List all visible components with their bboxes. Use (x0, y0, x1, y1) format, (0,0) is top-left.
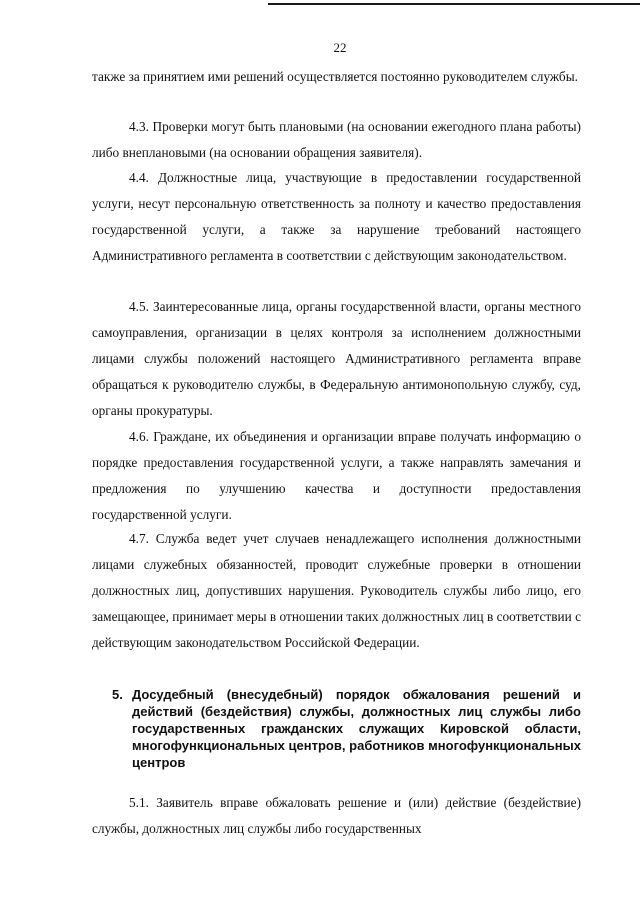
paragraph-4-7 (92, 526, 581, 656)
section-number: 5. (112, 687, 123, 702)
paragraph-text: 4.7. Служба ведет учет случаев ненадлежащего исполнения должностными лицами служебных обязанностей, проводит служебные проверки в отношении должностных лиц, допустивших нарушения. Руководитель службы либо лицо, его замещающее, принимает меры в отношении таких должностных лиц в соответствии с действующим законодательством Российской Федерации. (92, 531, 581, 650)
paragraph-4-6 (92, 424, 581, 528)
top-border-line (268, 3, 640, 5)
section-5-heading (112, 686, 581, 771)
paragraph-text: 4.4. Должностные лица, участвующие в предоставлении государственной услуги, несут персональную ответственность за полноту и качество предоставления государственной услуги, а также за нарушение требований настоящего Административного регламента в соответствии с действующим законодательством. (92, 170, 581, 263)
paragraph-text: 4.5. Заинтересованные лица, органы государственной власти, органы местного самоуправления, организации в целях контроля за исполнением должностными лицами службы положений настоящего Административного регламента вправе обращаться к руководителю службы, в Федеральную антимонопольную службу, суд, органы прокуратуры. (92, 299, 581, 418)
paragraph-text: 4.3. Проверки могут быть плановыми (на основании ежегодного плана работы) либо внеплановыми (на основании обращения заявителя). (92, 119, 581, 160)
section-title: Досудебный (внесудебный) порядок обжалования решений и действий (бездействия) службы, должностных лиц службы либо государственных гражданских служащих Кировской области, многофункциональных центров, работников многофункциональных центров (132, 687, 581, 770)
paragraph-text: 4.6. Граждане, их объединения и организации вправе получать информацию о порядке предоставления государственной услуги, а также направлять замечания и предложения по улучшению качества и доступности предоставления государственной услуги. (92, 429, 581, 522)
paragraph-4-4 (92, 165, 581, 269)
paragraph-4-5 (92, 294, 581, 424)
page-number: 22 (333, 40, 347, 55)
paragraph-text: также за принятием ими решений осуществляется постоянно руководителем службы. (92, 69, 578, 84)
paragraph-5-1 (92, 790, 581, 842)
paragraph-continued (92, 64, 581, 90)
paragraph-text: 5.1. Заявитель вправе обжаловать решение и (или) действие (бездействие) службы, должностных лиц службы либо государственных (92, 795, 581, 836)
paragraph-4-3 (92, 114, 581, 166)
